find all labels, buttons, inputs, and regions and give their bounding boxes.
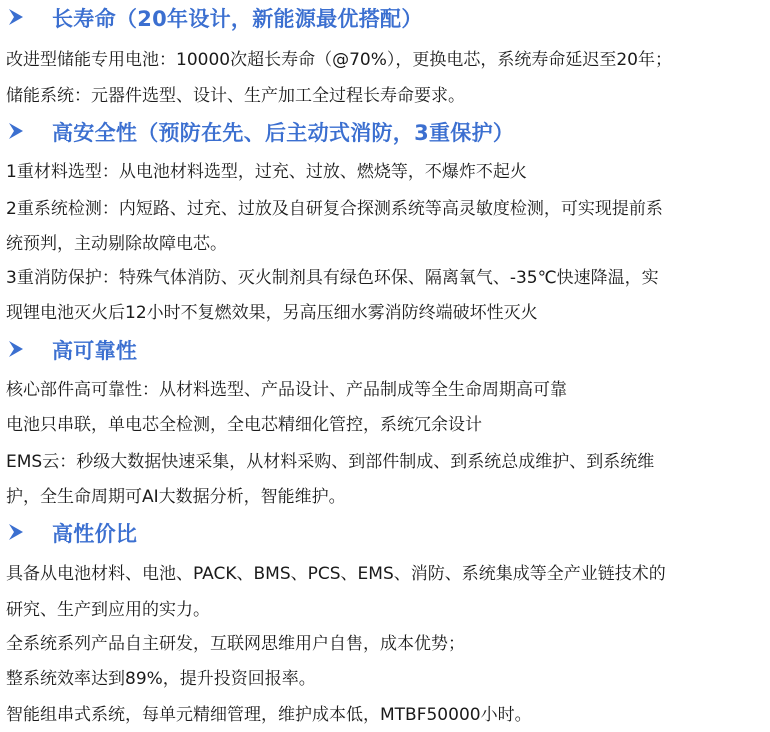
paragraph-line: 统预判，主动剔除故障电芯。 xyxy=(6,234,227,254)
arrowhead-bullet-icon xyxy=(6,521,26,543)
paragraph-line: 具备从电池材料、电池、PACK、BMS、PCS、EMS、消防、系统集成等全产业链技术的 xyxy=(6,564,666,584)
section-heading-text: 高性价比 xyxy=(52,522,138,546)
paragraph-line: 电池只串联，单电芯全检测，全电芯精细化管控，系统冗余设计 xyxy=(6,415,482,435)
paragraph-line: 改进型储能专用电池：10000次超长寿命（@70%），更换电芯，系统寿命延迟至20年； xyxy=(6,50,672,70)
section-heading-text: 长寿命（20年设计，新能源最优搭配） xyxy=(52,7,423,31)
paragraph-line: 3重消防保护：特殊气体消防、灭火制剂具有绿色环保、隔离氧气、-35℃快速降温，实 xyxy=(6,268,659,288)
paragraph-line: 2重系统检测：内短路、过充、过放及自研复合探测系统等高灵敏度检测，可实现提前系 xyxy=(6,199,663,219)
paragraph-line: 核心部件高可靠性：从材料选型、产品设计、产品制成等全生命周期高可靠 xyxy=(6,380,567,400)
paragraph-line: EMS云：秒级大数据快速采集，从材料采购、到部件制成、到系统总成维护、到系统维 xyxy=(6,452,655,472)
arrowhead-bullet-icon xyxy=(6,120,26,142)
paragraph-line: 智能组串式系统，每单元精细管理，维护成本低，MTBF50000小时。 xyxy=(6,705,532,725)
section-heading-text: 高可靠性 xyxy=(52,339,138,363)
paragraph-line: 全系统系列产品自主研发，互联网思维用户自售，成本优势； xyxy=(6,634,465,654)
paragraph-line: 1重材料选型：从电池材料选型，过充、过放、燃烧等，不爆炸不起火 xyxy=(6,162,527,182)
paragraph-line: 研究、生产到应用的实力。 xyxy=(6,600,210,620)
paragraph-line: 储能系统：元器件选型、设计、生产加工全过程长寿命要求。 xyxy=(6,86,465,106)
paragraph-line: 整系统效率达到89%，提升投资回报率。 xyxy=(6,669,316,689)
arrowhead-bullet-icon xyxy=(6,338,26,360)
arrowhead-bullet-icon xyxy=(6,6,26,28)
section-heading-text: 高安全性（预防在先、后主动式消防，3重保护） xyxy=(52,121,515,145)
paragraph-line: 现锂电池灭火后12小时不复燃效果，另高压细水雾消防终端破坏性灭火 xyxy=(6,303,538,323)
paragraph-line: 护，全生命周期可AI大数据分析，智能维护。 xyxy=(6,487,346,507)
